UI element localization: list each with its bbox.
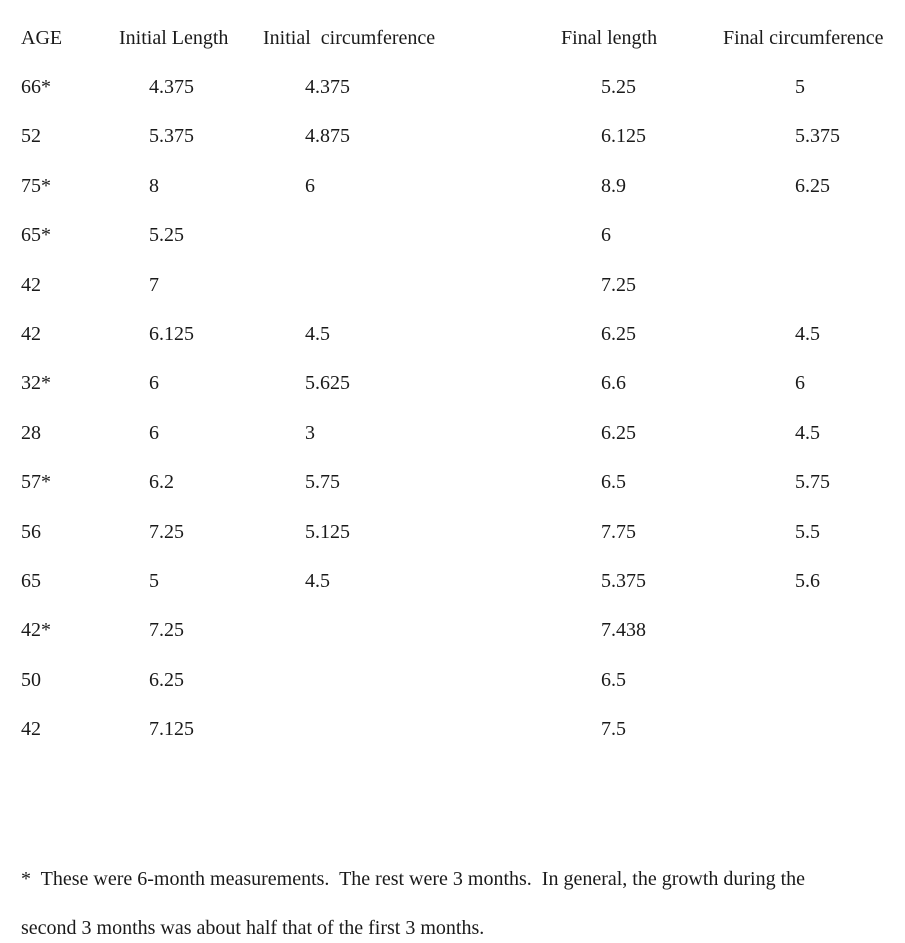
cell-final-length: 5.375: [601, 570, 646, 592]
table-row: [0, 319, 905, 349]
cell-age: 75*: [21, 175, 51, 197]
table-row: [0, 517, 905, 547]
cell-age: 32*: [21, 372, 51, 394]
cell-final-circumference: 5.5: [795, 521, 820, 543]
header-initial-length: Initial Length: [119, 27, 229, 49]
header-final-circumference: Final circumference: [723, 27, 884, 49]
cell-age: 65*: [21, 224, 51, 246]
cell-age: 42: [21, 274, 41, 296]
cell-final-circumference: 5.375: [795, 125, 840, 147]
table-row: [0, 72, 905, 102]
cell-final-length: 7.5: [601, 718, 626, 740]
cell-final-circumference: 5.6: [795, 570, 820, 592]
cell-final-length: 7.25: [601, 274, 636, 296]
cell-initial-length: 7.125: [149, 718, 194, 740]
cell-initial-length: 6: [149, 422, 159, 444]
cell-final-length: 6.6: [601, 372, 626, 394]
footnote-line-2: second 3 months was about half that of the first 3 months.: [21, 917, 485, 939]
cell-age: 65: [21, 570, 41, 592]
cell-initial-length: 6.2: [149, 471, 174, 493]
cell-final-length: 6.25: [601, 422, 636, 444]
cell-final-circumference: 6.25: [795, 175, 830, 197]
cell-age: 42: [21, 323, 41, 345]
cell-age: 28: [21, 422, 41, 444]
cell-age: 52: [21, 125, 41, 147]
cell-final-length: 6.25: [601, 323, 636, 345]
cell-initial-circumference: 5.625: [305, 372, 350, 394]
cell-initial-length: 4.375: [149, 76, 194, 98]
cell-age: 57*: [21, 471, 51, 493]
cell-initial-circumference: 4.5: [305, 570, 330, 592]
cell-final-length: 7.438: [601, 619, 646, 641]
cell-final-circumference: 5: [795, 76, 805, 98]
cell-initial-length: 5.375: [149, 125, 194, 147]
cell-initial-circumference: 6: [305, 175, 315, 197]
cell-initial-length: 8: [149, 175, 159, 197]
table-row: [0, 171, 905, 201]
table-row: [0, 566, 905, 596]
table-row: [0, 121, 905, 151]
cell-final-length: 6.5: [601, 471, 626, 493]
cell-initial-length: 6.125: [149, 323, 194, 345]
cell-final-length: 7.75: [601, 521, 636, 543]
cell-initial-length: 6: [149, 372, 159, 394]
footnote-line-1: * These were 6-month measurements. The rest were 3 months. In general, the growth during the: [21, 868, 806, 890]
header-initial-circumference: Initial circumference: [263, 27, 436, 49]
table-row: [0, 467, 905, 497]
cell-age: 42: [21, 718, 41, 740]
cell-final-length: 6.5: [601, 669, 626, 691]
header-final-length: Final length: [561, 27, 658, 49]
cell-age: 56: [21, 521, 41, 543]
cell-initial-circumference: 3: [305, 422, 315, 444]
cell-initial-circumference: 4.875: [305, 125, 350, 147]
cell-final-length: 6: [601, 224, 611, 246]
cell-initial-length: 5: [149, 570, 159, 592]
cell-initial-length: 6.25: [149, 669, 184, 691]
cell-initial-circumference: 5.75: [305, 471, 340, 493]
table-row: [0, 665, 905, 695]
table-row: [0, 615, 905, 645]
cell-final-circumference: 5.75: [795, 471, 830, 493]
table-row: [0, 220, 905, 250]
table-row: [0, 714, 905, 744]
cell-initial-length: 5.25: [149, 224, 184, 246]
header-age: AGE: [21, 27, 63, 49]
cell-final-length: 5.25: [601, 76, 636, 98]
cell-initial-length: 7.25: [149, 619, 184, 641]
cell-initial-length: 7: [149, 274, 159, 296]
cell-initial-circumference: 4.375: [305, 76, 350, 98]
cell-final-circumference: 4.5: [795, 422, 820, 444]
cell-final-length: 6.125: [601, 125, 646, 147]
cell-initial-length: 7.25: [149, 521, 184, 543]
cell-age: 50: [21, 669, 41, 691]
cell-age: 66*: [21, 76, 51, 98]
cell-final-circumference: 6: [795, 372, 805, 394]
table-row: [0, 418, 905, 448]
table-row: [0, 368, 905, 398]
cell-age: 42*: [21, 619, 51, 641]
cell-initial-circumference: 4.5: [305, 323, 330, 345]
cell-initial-circumference: 5.125: [305, 521, 350, 543]
table-row: [0, 270, 905, 300]
table-header-row: [0, 23, 905, 53]
cell-final-length: 8.9: [601, 175, 626, 197]
cell-final-circumference: 4.5: [795, 323, 820, 345]
